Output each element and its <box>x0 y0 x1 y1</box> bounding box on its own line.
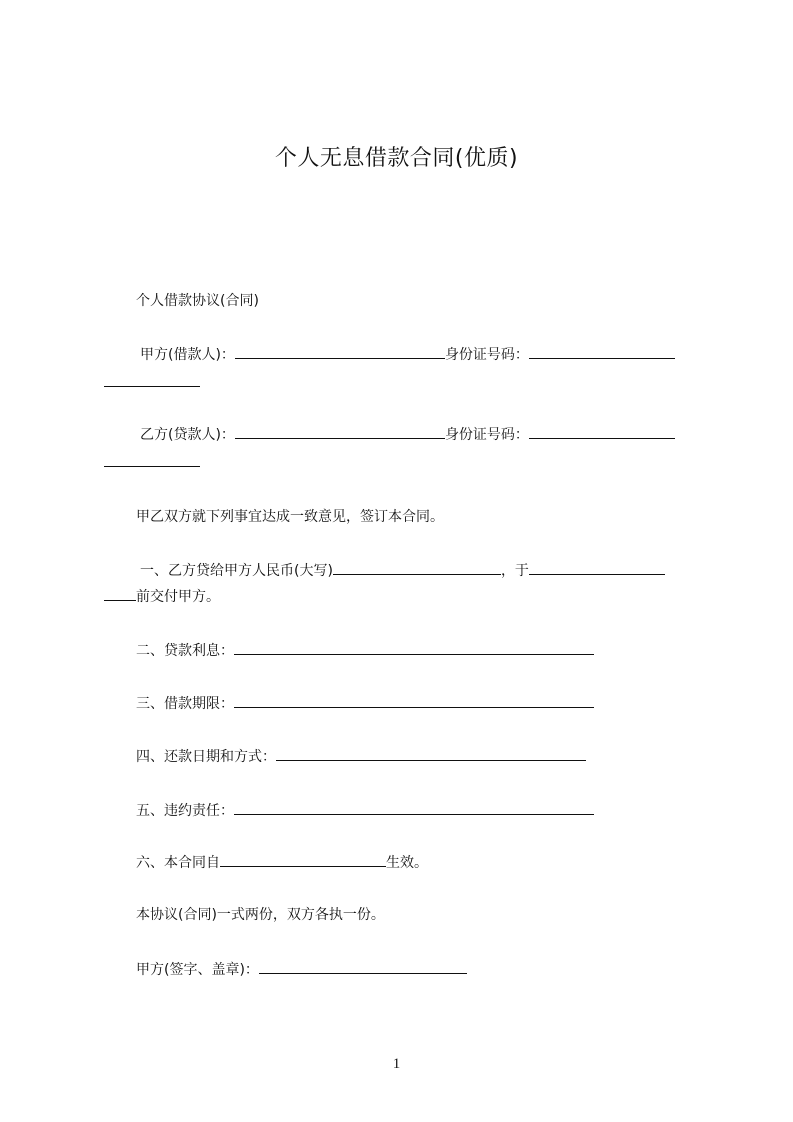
clause-4-row <box>136 746 586 767</box>
party-a-name-blank[interactable] <box>235 344 445 359</box>
document-title: 个人无息借款合同(优质) <box>274 146 519 171</box>
delivery-date-blank[interactable] <box>529 560 665 575</box>
page-number: 1 <box>392 1056 401 1072</box>
amount-blank[interactable] <box>333 560 501 575</box>
intro-text: 甲乙双方就下列事宜达成一致意见，签订本合同。 <box>136 509 444 525</box>
party-b-id-blank[interactable] <box>529 424 675 439</box>
signature-a-row <box>136 959 467 980</box>
clause-1-mid: ，于 <box>500 563 529 579</box>
clause-3-label: 三、借款期限： <box>136 696 234 712</box>
clause-1-prefix: 一、乙方贷给甲方人民币(大写) <box>140 563 333 579</box>
party-a-row <box>140 344 675 365</box>
liability-blank[interactable] <box>234 800 594 815</box>
party-b-id-blank-continued[interactable] <box>104 452 200 473</box>
clause-5-label: 五、违约责任： <box>136 803 234 819</box>
party-a-label: 甲方(借款人)： <box>140 347 235 363</box>
party-a-id-label: 身份证号码： <box>444 347 529 363</box>
party-a-id-blank-continued[interactable] <box>104 372 200 393</box>
party-b-id-label: 身份证号码： <box>444 427 529 443</box>
clause-2-row <box>136 640 594 661</box>
signature-a-blank[interactable] <box>259 959 467 974</box>
party-b-label: 乙方(贷款人)： <box>140 427 235 443</box>
copies-text: 本协议(合同)一式两份，双方各执一份。 <box>136 907 385 923</box>
clause-2-label: 二、贷款利息： <box>136 643 234 659</box>
clause-1-suffix: 前交付甲方。 <box>136 589 220 605</box>
repayment-blank[interactable] <box>276 746 586 761</box>
party-b-name-blank[interactable] <box>235 424 445 439</box>
clause-1-row <box>140 560 665 581</box>
subtitle: 个人借款协议(合同) <box>136 293 259 309</box>
party-b-row <box>140 424 675 445</box>
clause-3-row <box>136 693 594 714</box>
clause-6-suffix: 生效。 <box>386 855 428 871</box>
effective-date-blank[interactable] <box>220 852 386 867</box>
clause-5-row <box>136 800 594 821</box>
clause-1-continued <box>104 586 220 607</box>
signature-a-label: 甲方(签字、盖章)： <box>136 962 259 978</box>
clause-4-label: 四、还款日期和方式： <box>136 749 276 765</box>
clause-6-prefix: 六、本合同自 <box>136 855 220 871</box>
interest-blank[interactable] <box>234 640 594 655</box>
clause-6-row <box>136 852 428 873</box>
delivery-date-blank-continued[interactable] <box>104 586 136 601</box>
party-a-id-blank[interactable] <box>529 344 675 359</box>
term-blank[interactable] <box>234 693 594 708</box>
